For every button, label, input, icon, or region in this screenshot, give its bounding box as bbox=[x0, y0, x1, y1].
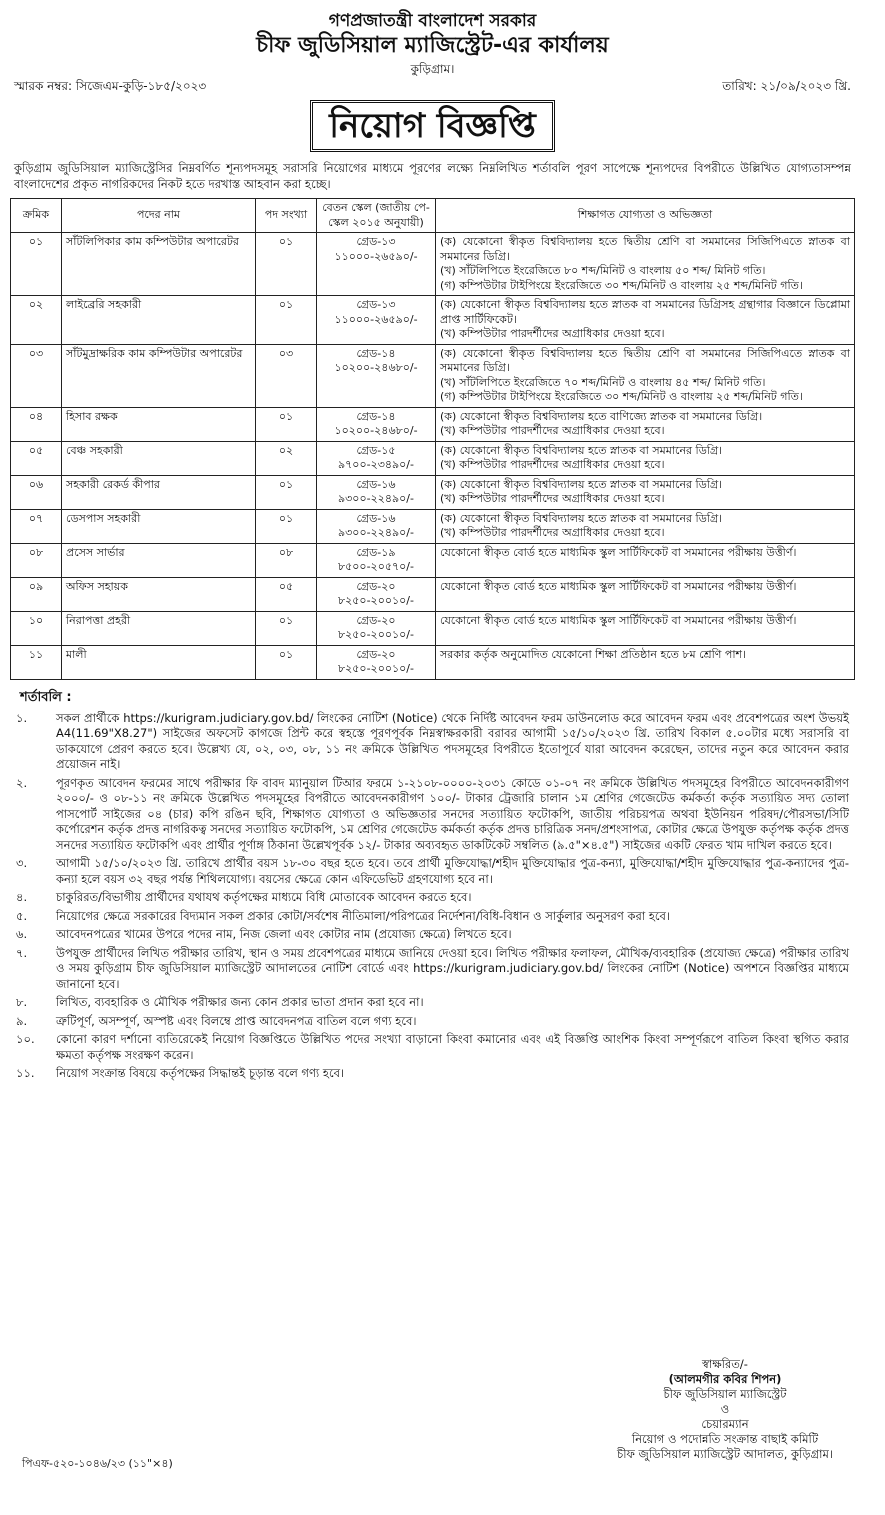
row-post-count: ০৩ bbox=[256, 344, 317, 407]
row-grade: গ্রেড-১৫ bbox=[356, 443, 396, 457]
row-grade: গ্রেড-১৪ bbox=[356, 409, 396, 423]
qualification-line: (খ) কম্পিউটার পারদর্শীদের অগ্রাধিকার দেওয়া হবে। bbox=[440, 424, 665, 437]
row-grade: গ্রেড-১৬ bbox=[356, 511, 396, 525]
condition-text: আবেদনপত্রের খামের উপরে পদের নাম, নিজ জেলা এবং কোটার নাম (প্রযোজ্য ক্ষেত্রে) লিখতে হবে। bbox=[56, 927, 512, 941]
condition-text: আগামী ১৫/১০/২০২৩ খ্রি. তারিখে প্রার্থীর বয়স ১৮-৩০ বছর হতে হবে। তবে প্রার্থী মুক্তিযোদ্ধা/শহীদ মুক্তিযোদ্ধার পুত্র-কন্যা, মুক্তিযোদ্ধা/শহীদ মুক্তিযোদ্ধার পুত্র-কন্যাদের পুত্র-কন্যা হলে বয়স ৩২ বছর পর্যন্ত শিথিলযোগ্য। বয়সের ক্ষেত্রে কোন এফিডেভিট গ্রহণযোগ্য হবে না। bbox=[56, 856, 849, 886]
row-qualification bbox=[436, 543, 855, 577]
header-count: পদ সংখ্যা bbox=[256, 199, 317, 233]
condition-number: ৪. bbox=[16, 890, 28, 904]
row-grade: গ্রেড-২০ bbox=[356, 613, 396, 627]
signatory-committee: নিয়োগ ও পদোন্নতি সংক্রান্ত বাছাই কমিটি bbox=[631, 1432, 819, 1446]
notice-date: তারিখ: ২১/০৯/২০২৩ খ্রি. bbox=[722, 79, 851, 93]
row-qualification bbox=[436, 645, 855, 679]
row-serial: ০৮ bbox=[11, 543, 62, 577]
signatory-chair: চেয়ারম্যান bbox=[701, 1417, 749, 1431]
row-serial: ০২ bbox=[11, 296, 62, 345]
row-scale-range: ৮২৫০-২০০১০/- bbox=[338, 594, 414, 607]
row-scale-range: ১০২০০-২৪৬৮০/- bbox=[334, 424, 418, 437]
row-scale-range: ১০২০০-২৪৬৮০/- bbox=[334, 361, 418, 374]
condition-number: ৩. bbox=[16, 856, 28, 870]
qualification-line: (ক) যেকোনো স্বীকৃত বিশ্ববিদ্যালয় হতে স্নাতক বা সমমানের ডিগ্রিসহ গ্রন্থাগার বিজ্ঞানে ডিপ্লোমা প্রাপ্ত সার্টিফিকেট। bbox=[440, 298, 850, 326]
signatory-court: চীফ জুডিসিয়াল ম্যাজিস্ট্রেট আদালত, কুড়িগ্রাম। bbox=[616, 1447, 833, 1461]
intro-paragraph: কুড়িগ্রাম জুডিসিয়াল ম্যাজিস্ট্রেসির নিম্নবর্ণিত শূন্যপদসমূহ সরাসরি নিয়োগের মাধ্যমে পূরণের লক্ষ্যে নিম্নলিখিত শর্তাবলি পূরণ সাপেক্ষে শূন্যপদের বিপরীতে উল্লিখিত যোগ্যতাসম্পন্ন বাংলাদেশের প্রকৃত নাগরিকদের নিকট হতে দরখাস্ত আহবান করা হচ্ছে। bbox=[14, 161, 851, 191]
row-post-name: বেঞ্চ সহকারী bbox=[62, 441, 256, 475]
condition-item bbox=[16, 946, 849, 993]
row-post-count: ০১ bbox=[256, 233, 317, 296]
condition-text: নিয়োগ সংক্রান্ত বিষয়ে কর্তৃপক্ষের সিদ্ধান্তই চূড়ান্ত বলে গণ্য হবে। bbox=[56, 1066, 345, 1080]
posts-table bbox=[10, 198, 855, 680]
row-pay-scale bbox=[317, 645, 436, 679]
row-grade: গ্রেড-১৩ bbox=[356, 235, 396, 248]
qualification-line: যেকোনো স্বীকৃত বোর্ড হতে মাধ্যমিক স্কুল সার্টিফিকেট বা সমমানের পরীক্ষায় উত্তীর্ণ। bbox=[440, 545, 797, 559]
header-qualification: শিক্ষাগত যোগ্যতা ও অভিজ্ঞতা bbox=[436, 199, 855, 233]
condition-item bbox=[16, 1014, 849, 1030]
table-row bbox=[11, 296, 855, 345]
qualification-line: (খ) সাঁটলিপিতে ইংরেজিতে ৭০ শব্দ/মিনিট ও বাংলায় ৪৫ শব্দ/ মিনিট গতি। bbox=[440, 375, 766, 389]
row-qualification bbox=[436, 475, 855, 509]
table-row bbox=[11, 344, 855, 407]
row-post-count: ০১ bbox=[256, 475, 317, 509]
row-qualification bbox=[436, 233, 855, 296]
row-pay-scale bbox=[317, 509, 436, 543]
row-serial: ০৪ bbox=[11, 407, 62, 441]
notice-title: নিয়োগ বিজ্ঞপ্তি bbox=[310, 100, 555, 152]
condition-item bbox=[16, 927, 849, 943]
condition-item bbox=[16, 711, 849, 773]
row-post-count: ০১ bbox=[256, 407, 317, 441]
row-grade: গ্রেড-১৬ bbox=[356, 477, 396, 491]
row-grade: গ্রেড-১৯ bbox=[356, 545, 396, 559]
row-serial: ০৬ bbox=[11, 475, 62, 509]
condition-item bbox=[16, 856, 849, 887]
row-grade: গ্রেড-২০ bbox=[356, 647, 396, 661]
table-row bbox=[11, 543, 855, 577]
qualification-line: (ক) যেকোনো স্বীকৃত বিশ্ববিদ্যালয় হতে বাণিজ্যে স্নাতক বা সমমানের ডিগ্রি। bbox=[440, 409, 763, 423]
table-row bbox=[11, 509, 855, 543]
row-scale-range: ৮২৫০-২০০১০/- bbox=[338, 662, 414, 675]
row-post-count: ০৫ bbox=[256, 577, 317, 611]
row-qualification bbox=[436, 577, 855, 611]
header-post: পদের নাম bbox=[62, 199, 256, 233]
condition-item bbox=[16, 776, 849, 854]
condition-number: ৭. bbox=[16, 945, 28, 960]
row-pay-scale bbox=[317, 611, 436, 645]
signature-block bbox=[605, 1357, 845, 1462]
row-post-name: সাঁটলিপিকার কাম কম্পিউটার অপারেটর bbox=[62, 233, 256, 296]
qualification-line: যেকোনো স্বীকৃত বোর্ড হতে মাধ্যমিক স্কুল সার্টিফিকেট বা সমমানের পরীক্ষায় উত্তীর্ণ। bbox=[440, 579, 797, 593]
row-qualification bbox=[436, 509, 855, 543]
row-scale-range: ৯৩০০-২২৪৯০/- bbox=[338, 526, 414, 539]
row-grade: গ্রেড-১৪ bbox=[356, 346, 396, 360]
row-grade: গ্রেড-২০ bbox=[356, 579, 396, 593]
qualification-line: (গ) কম্পিউটার টাইপিংয়ে ইংরেজিতে ৩০ শব্দ/মিনিট ও বাংলায় ২৫ শব্দ/মিনিট গতি। bbox=[440, 278, 803, 292]
condition-text: চাকুরিরত/বিভাগীয় প্রার্থীদের যথাযথ কর্তৃপক্ষের মাধ্যমে বিধি মোতাবেক আবেদন করতে হবে। bbox=[56, 890, 472, 904]
row-pay-scale bbox=[317, 441, 436, 475]
row-post-name: নিরাপত্তা প্রহরী bbox=[62, 611, 256, 645]
qualification-line: (ক) যেকোনো স্বীকৃত বিশ্ববিদ্যালয় হতে দ্বিতীয় শ্রেণি বা সমমানের সিজিপিএতে স্নাতক বা সমমানের ডিগ্রি। bbox=[440, 346, 850, 374]
qualification-line: (গ) কম্পিউটার টাইপিংয়ে ইংরেজিতে ৩০ শব্দ/মিনিট ও বাংলায় ২৫ শব্দ/মিনিট গতি। bbox=[440, 390, 803, 403]
condition-text: কোনো কারণ দর্শানো ব্যতিরেকেই নিয়োগ বিজ্ঞপ্তিতে উল্লিখিত পদের সংখ্যা বাড়ানো কিংবা কমানোর এবং এই বিজ্ঞপ্তি আংশিক কিংবা সম্পূর্ণরূপে বাতিল কিংবা স্থগিত করার ক্ষমতা কর্তৃপক্ষ সংরক্ষণ করেন। bbox=[56, 1032, 849, 1062]
row-scale-range: ৯৩০০-২২৪৯০/- bbox=[338, 492, 414, 505]
qualification-line: (খ) কম্পিউটার পারদর্শীদের অগ্রাধিকার দেওয়া হবে। bbox=[440, 327, 665, 340]
office-name: চীফ জুডিসিয়াল ম্যাজিস্ট্রেট-এর কার্যালয় bbox=[256, 33, 609, 58]
row-pay-scale bbox=[317, 344, 436, 407]
memo-number: স্মারক নম্বর: সিজেএম-কুড়ি-১৮৫/২০২৩ bbox=[14, 79, 207, 93]
condition-number: ২. bbox=[16, 775, 28, 790]
row-qualification bbox=[436, 296, 855, 345]
row-scale-range: ৮৫০০-২০৫৭০/- bbox=[338, 560, 414, 573]
table-row bbox=[11, 233, 855, 296]
row-pay-scale bbox=[317, 475, 436, 509]
table-row bbox=[11, 407, 855, 441]
row-post-count: ০১ bbox=[256, 645, 317, 679]
table-row bbox=[11, 611, 855, 645]
reference-row bbox=[10, 78, 855, 94]
row-post-count: ০৮ bbox=[256, 543, 317, 577]
conditions-heading: শর্তাবলি : bbox=[20, 689, 72, 705]
table-row bbox=[11, 475, 855, 509]
row-qualification bbox=[436, 441, 855, 475]
condition-text: ত্রুটিপূর্ণ, অসম্পূর্ণ, অস্পষ্ট এবং বিলম্বে প্রাপ্ত আবেদনপত্র বাতিল বলে গণ্য হবে। bbox=[56, 1013, 417, 1028]
row-post-name: সহকারী রেকর্ড কীপার bbox=[62, 475, 256, 509]
condition-number: ৬. bbox=[16, 927, 28, 941]
signatory-designation: চীফ জুডিসিয়াল ম্যাজিস্ট্রেট bbox=[663, 1387, 787, 1401]
government-name: গণপ্রজাতন্ত্রী বাংলাদেশ সরকার bbox=[328, 11, 537, 31]
row-serial: ১১ bbox=[11, 645, 62, 679]
footer-code: পিএফ-৫২০-১০৪৬/২৩ (১১"×৪) bbox=[22, 1457, 173, 1470]
qualification-line: (ক) যেকোনো স্বীকৃত বিশ্ববিদ্যালয় হতে দ্বিতীয় শ্রেণি বা সমমানের সিজিপিএতে স্নাতক বা সমমানের ডিগ্রি। bbox=[440, 235, 850, 263]
condition-item bbox=[16, 1066, 849, 1082]
conditions-list bbox=[10, 711, 855, 1082]
condition-number: ১. bbox=[16, 710, 28, 725]
row-serial: ০৭ bbox=[11, 509, 62, 543]
row-serial: ০৩ bbox=[11, 344, 62, 407]
row-serial: ১০ bbox=[11, 611, 62, 645]
row-post-count: ০১ bbox=[256, 296, 317, 345]
condition-text: উপযুক্ত প্রার্থীদের লিখিত পরীক্ষার তারিখ, স্থান ও সময় প্রবেশপত্রের মাধ্যমে জানিয়ে দেওয়া হবে। লিখিত পরীক্ষার ফলাফল, মৌখিক/ব্যবহারিক (প্রযোজ্য ক্ষেত্রে) পরীক্ষার তারিখ ও সময় কুড়িগ্রাম চীফ জুডিসিয়াল ম্যাজিস্ট্রেট আদালতের নোটিশ বোর্ডে এবং https://kurigram.judiciary.gov.bd/ লিংকের নোটিশ (Notice) অপশনে বিজ্ঞপ্তির মাধ্যমে জানানো হবে। bbox=[56, 945, 849, 991]
condition-text: পূরণকৃত আবেদন ফরমের সাথে পরীক্ষার ফি বাবদ ম্যানুয়াল টিআর ফরমে ১-২১০৮-০০০০-২০৩১ কোডে ০১-০৭ নং ক্রমিকে উল্লিখিত পদসমূহের বিপরীতে আবেদনকারীগণ ২০০০/- ও ০৮-১১ নং ক্রমিকে উল্লেখিত পদসমূহের বিপরীতে আবেদনকারীগণ ১০০/- টাকার ট্রেজারি চালান ১ম শ্রেণির গেজেটেড কর্মকর্তা কর্তৃক সত্যায়িত সদ্য তোলা পাসপোর্ট সাইজের ০৪ (চার) কপি রঙিন ছবি, শিক্ষাগত যোগ্যতা ও অভিজ্ঞতার সনদের সত্যায়িত ফটোকপি, জাতীয় পরিচয়পত্র অথবা ইউনিয়ন পরিষদ/পৌরসভা/সিটি কর্পোরেশন কর্তৃক প্রদত্ত নাগরিকত্ব সনদের সত্যায়িত ফটোকপি, ১ম শ্রেণির গেজেটেড কর্মকর্তা কর্তৃক প্রদত্ত চারিত্রিক সনদ/প্রশংসাপত্র, কোটার ক্ষেত্রে উপযুক্ত কর্তৃপক্ষ কর্তৃক প্রদত্ত সনদের সত্যায়িত ফটোকপি এবং প্রার্থীর পূর্ণাঙ্গ ঠিকানা উল্লেখপূর্বক ১২/- টাকার অব্যবহৃত ডাকটিকেট সম্বলিত (৯.৫"×৪.৫") সাইজের একটি ফেরত খাম দাখিল করতে হবে। bbox=[56, 775, 849, 852]
condition-number: ৮. bbox=[16, 995, 28, 1009]
table-row bbox=[11, 441, 855, 475]
row-scale-range: ১১০০০-২৬৫৯০/- bbox=[334, 249, 418, 263]
table-row bbox=[11, 577, 855, 611]
row-post-count: ০১ bbox=[256, 509, 317, 543]
row-post-name: মালী bbox=[62, 645, 256, 679]
row-post-name: ডেসপাস সহকারী bbox=[62, 509, 256, 543]
row-post-count: ০২ bbox=[256, 441, 317, 475]
qualification-line: (খ) কম্পিউটার পারদর্শীদের অগ্রাধিকার দেওয়া হবে। bbox=[440, 458, 665, 471]
row-serial: ০৯ bbox=[11, 577, 62, 611]
qualification-line: সরকার কর্তৃক অনুমোদিত যেকোনো শিক্ষা প্রতিষ্ঠান হতে ৮ম শ্রেণি পাশ। bbox=[440, 647, 746, 661]
signed-mark: স্বাক্ষরিত/- bbox=[702, 1357, 748, 1371]
condition-number: ৯. bbox=[16, 1013, 28, 1028]
condition-text: নিয়োগের ক্ষেত্রে সরকারের বিদ্যমান সকল প্রকার কোটা/সর্বশেষ নীতিমালা/পরিপত্রের নির্দেশনা/বিধি-বিধান ও সার্কুলার অনুসরণ করা হবে। bbox=[56, 908, 671, 923]
title-wrap bbox=[10, 100, 855, 152]
row-grade: গ্রেড-১৩ bbox=[356, 298, 396, 311]
row-qualification bbox=[436, 407, 855, 441]
row-qualification bbox=[436, 611, 855, 645]
row-qualification bbox=[436, 344, 855, 407]
header-serial: ক্রমিক bbox=[11, 199, 62, 233]
condition-item bbox=[16, 1032, 849, 1063]
table-header-row bbox=[11, 199, 855, 233]
qualification-line: (খ) কম্পিউটার পারদর্শীদের অগ্রাধিকার দেওয়া হবে। bbox=[440, 526, 665, 539]
row-post-name: সাঁটমুদ্রাক্ষরিক কাম কম্পিউটার অপারেটর bbox=[62, 344, 256, 407]
condition-number: ১০. bbox=[16, 1032, 35, 1046]
row-scale-range: ১১০০০-২৬৫৯০/- bbox=[334, 312, 418, 326]
condition-text: লিখিত, ব্যবহারিক ও মৌখিক পরীক্ষার জন্য কোন প্রকার ভাতা প্রদান করা হবে না। bbox=[56, 995, 424, 1009]
qualification-line: যেকোনো স্বীকৃত বোর্ড হতে মাধ্যমিক স্কুল সার্টিফিকেট বা সমমানের পরীক্ষায় উত্তীর্ণ। bbox=[440, 613, 797, 627]
row-pay-scale bbox=[317, 577, 436, 611]
condition-number: ১১. bbox=[16, 1066, 35, 1080]
qualification-line: (খ) সাঁটলিপিতে ইংরেজিতে ৮০ শব্দ/মিনিট ও বাংলায় ৫০ শব্দ/ মিনিট গতি। bbox=[440, 264, 766, 277]
table-row bbox=[11, 645, 855, 679]
row-post-name: প্রসেস সার্ভার bbox=[62, 543, 256, 577]
condition-item bbox=[16, 995, 849, 1011]
qualification-line: (খ) কম্পিউটার পারদর্শীদের অগ্রাধিকার দেওয়া হবে। bbox=[440, 492, 665, 505]
row-pay-scale bbox=[317, 407, 436, 441]
row-post-name: হিসাব রক্ষক bbox=[62, 407, 256, 441]
qualification-line: (ক) যেকোনো স্বীকৃত বিশ্ববিদ্যালয় হতে স্নাতক বা সমমানের ডিগ্রি। bbox=[440, 443, 723, 457]
row-scale-range: ৮২৫০-২০০১০/- bbox=[338, 628, 414, 641]
signatory-name: (আলমগীর কবির শিপন) bbox=[668, 1372, 782, 1386]
row-pay-scale bbox=[317, 296, 436, 345]
header-scale: বেতন স্কেল (জাতীয় পে-স্কেল ২০১৫ অনুযায়ী) bbox=[317, 199, 436, 233]
office-location: কুড়িগ্রাম। bbox=[410, 62, 455, 76]
row-serial: ০১ bbox=[11, 233, 62, 296]
qualification-line: (ক) যেকোনো স্বীকৃত বিশ্ববিদ্যালয় হতে স্নাতক বা সমমানের ডিগ্রি। bbox=[440, 511, 723, 525]
row-serial: ০৫ bbox=[11, 441, 62, 475]
condition-item bbox=[16, 890, 849, 906]
row-post-name: অফিস সহায়ক bbox=[62, 577, 256, 611]
row-post-name: লাইব্রেরি সহকারী bbox=[62, 296, 256, 345]
row-pay-scale bbox=[317, 233, 436, 296]
condition-text: সকল প্রার্থীকে https://kurigram.judiciary.gov.bd/ লিংকের নোটিশ (Notice) থেকে নির্দিষ্ট আবেদন ফরম ডাউনলোড করে আবেদন ফরম এবং প্রবেশপত্রের অংশ উভয়ই A4(11.69"X8.27") সাইজের অফসেট কাগজে প্রিন্ট করে স্বহস্তে পূরণপূর্বক নিম্নস্বাক্ষরকারী বরাবর আগামী ১৫/১০/২০২৩ খ্রি. তারিখ বিকাল ৫.০০টার মধ্যে সরাসরি বা ডাকযোগে প্রেরণ করতে হবে। উল্লেখ্য যে, ০২, ০৩, ০৮, ১১ নং ক্রমিকে উল্লিখিত পদসমূহের বিপরীতে ইতোপূর্বে যারা আবেদন করেছেন, তাদের নতুন করে আবেদন করার প্রয়োজন নাই। bbox=[56, 710, 849, 771]
signatory-and: ও bbox=[720, 1402, 730, 1416]
qualification-line: (ক) যেকোনো স্বীকৃত বিশ্ববিদ্যালয় হতে স্নাতক বা সমমানের ডিগ্রি। bbox=[440, 477, 723, 491]
row-pay-scale bbox=[317, 543, 436, 577]
condition-number: ৫. bbox=[16, 908, 28, 923]
row-scale-range: ৯৭০০-২৩৪৯০/- bbox=[338, 458, 414, 471]
condition-item bbox=[16, 909, 849, 925]
row-post-count: ০১ bbox=[256, 611, 317, 645]
